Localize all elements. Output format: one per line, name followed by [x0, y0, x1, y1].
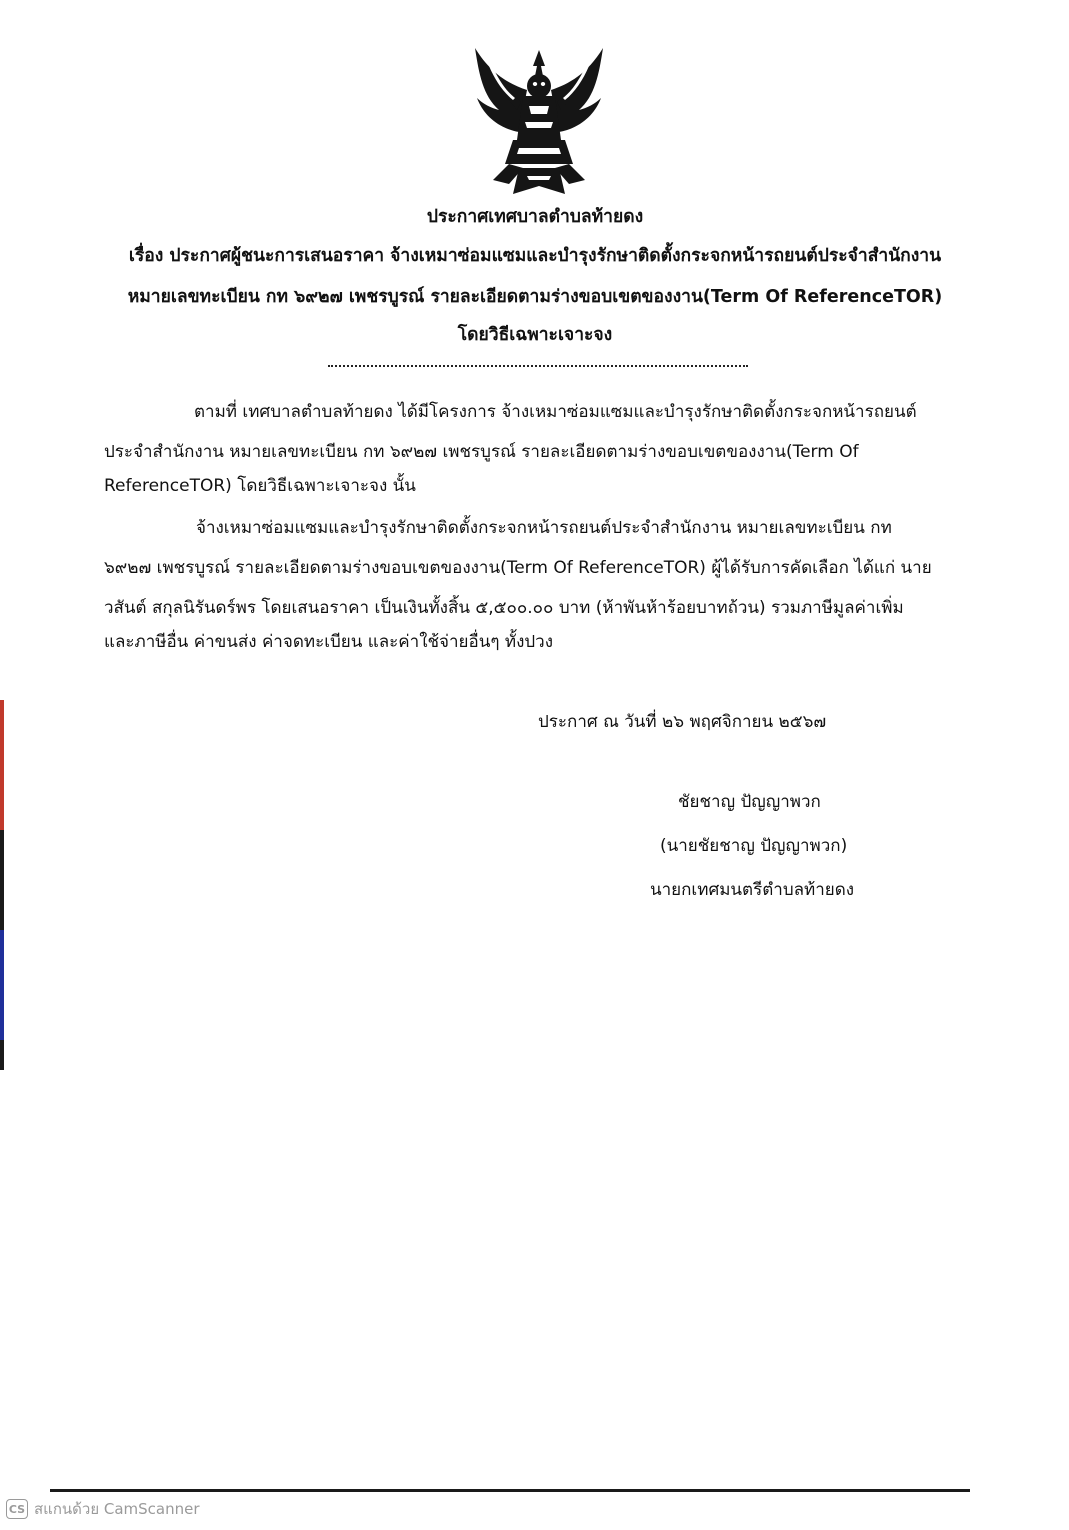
subject-line-3: โดยวิธีเฉพาะเจาะจง: [457, 325, 613, 345]
para1-line-1: ตามที่ เทศบาลตำบลท้ายดง ได้มีโครงการ จ้างเหมาซ่อมแซมและบำรุงรักษาติดตั้งกระจกหน้ารถยนต์: [194, 402, 917, 422]
para2-line-4: และภาษีอื่น ค่าขนส่ง ค่าจดทะเบียน และค่าใช้จ่ายอื่นๆ ทั้งปวง: [104, 632, 554, 652]
scan-bottom-edge: [50, 1489, 970, 1492]
para2-line-3: วสันต์ สกุลนิรันดร์พร โดยเสนอราคา เป็นเงินทั้งสิ้น ๕,๕๐๐.๐๐ บาท (ห้าพันห้าร้อยบาทถ้วน) รวมภาษีมูลค่าเพิ่ม: [104, 598, 904, 618]
signed-name: ชัยชาญ ปัญญาพวก: [678, 792, 821, 812]
subject-line-2: หมายเลขทะเบียน กท ๖๙๒๗ เพชรบูรณ์ รายละเอียดตามร่างขอบเขตของงาน(Term Of ReferenceTOR): [127, 287, 943, 307]
signer-position: นายกเทศมนตรีตำบลท้ายดง: [650, 880, 855, 900]
para1-line-2: ประจำสำนักงาน หมายเลขทะเบียน กท ๖๙๒๗ เพชรบูรณ์ รายละเอียดตามร่างขอบเขตของงาน(Term Of: [104, 442, 859, 462]
announcement-title: ประกาศเทศบาลตำบลท้ายดง: [426, 207, 644, 227]
para1-line-3: ReferenceTOR) โดยวิธีเฉพาะเจาะจง นั้น: [104, 476, 416, 496]
scan-edge-blue: [0, 930, 4, 1040]
para2-line-1: จ้างเหมาซ่อมแซมและบำรุงรักษาติดตั้งกระจกหน้ารถยนต์ประจำสำนักงาน หมายเลขทะเบียน กท: [196, 518, 892, 538]
camscanner-footer: [6, 1497, 200, 1521]
scan-edge-red: [0, 700, 4, 830]
separator-dotted-line: [328, 365, 748, 367]
scan-edge-dark: [0, 830, 4, 930]
camscanner-logo-icon: CS: [6, 1499, 28, 1519]
printed-name: (นายชัยชาญ ปัญญาพวก): [660, 836, 848, 856]
camscanner-text: สแกนด้วย CamScanner: [34, 1500, 200, 1518]
para2-line-2: ๖๙๒๗ เพชรบูรณ์ รายละเอียดตามร่างขอบเขตของงาน(Term Of ReferenceTOR) ผู้ได้รับการคัดเลือก ได้แก่ นาย: [104, 558, 932, 578]
announcement-date: ประกาศ ณ วันที่ ๒๖ พฤศจิกายน ๒๕๖๗: [538, 712, 827, 732]
subject-line-1: เรื่อง ประกาศผู้ชนะการเสนอราคา จ้างเหมาซ่อมแซมและบำรุงรักษาติดตั้งกระจกหน้ารถยนต์ประจำสำนักงาน: [128, 246, 942, 266]
scan-edge-dark-2: [0, 1040, 4, 1070]
garuda-emblem-icon: [469, 44, 609, 199]
